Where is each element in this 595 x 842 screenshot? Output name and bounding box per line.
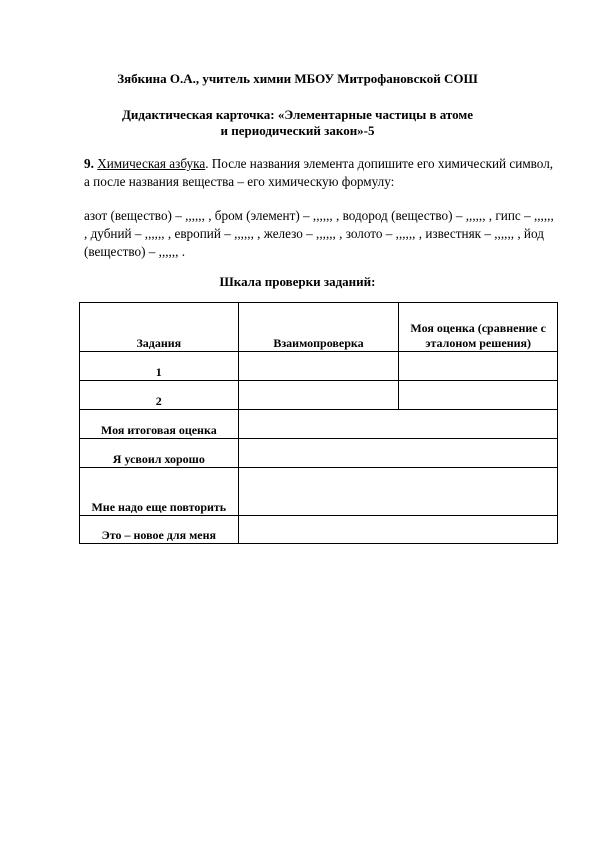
peer-check-cell[interactable] [238,381,399,410]
task-items: азот (вещество) – ,,,,,, , бром (элемент) – ,,,,,, , водород (вещество) – ,,,,,, , гипс – ,,,,,, , дубний – ,,,,,, , европий – ,,,,,, , железо – ,,,,,, , золото – ,,,,,, , известняк – ,,,,,, , йод (вещество) – ,,,,,, . [84,208,554,259]
header-cell-tasks: Задания [80,303,239,352]
table-header-row [80,303,558,352]
header-cell-peer-check: Взаимопроверка [238,303,399,352]
card-title-line-1: Дидактическая карточка: «Элементарные частицы в атоме [121,107,474,122]
self-assessment-cell[interactable] [399,352,558,381]
task-name: Химическая азбука [97,156,206,171]
table-row [80,516,558,544]
task-number-cell: 1 [80,352,239,381]
peer-check-cell[interactable] [238,352,399,381]
summary-label-cell: Мне надо еще повторить [80,468,239,516]
table-row [80,352,558,381]
summary-answer-cell[interactable] [238,410,557,439]
summary-label-cell: Это – новое для меня [80,516,239,544]
scale-title: Шкала проверки заданий: [219,274,376,289]
table-row [80,468,558,516]
check-scale-table [79,302,558,544]
summary-label-cell: Я усвоил хорошо [80,439,239,468]
card-title-line-2: и периодический закон»-5 [220,123,375,138]
task-number: 9. [84,156,94,171]
summary-answer-cell[interactable] [238,468,557,516]
summary-answer-cell[interactable] [238,439,557,468]
task-instruction-text: . После названия элемента допишите его химический символ, а после названия вещества – его химическую формулу: [84,156,554,189]
table-row [80,381,558,410]
task-instruction [84,155,559,191]
summary-answer-cell[interactable] [238,516,557,544]
self-assessment-cell[interactable] [399,381,558,410]
author-line: Зябкина О.А., учитель химии МБОУ Митрофановской СОШ [117,71,478,86]
table-row [80,439,558,468]
header-cell-self-assessment: Моя оценка (сравнение с эталоном решения) [399,303,558,352]
summary-label-cell: Моя итоговая оценка [80,410,239,439]
task-number-cell: 2 [80,381,239,410]
table-row [80,410,558,439]
